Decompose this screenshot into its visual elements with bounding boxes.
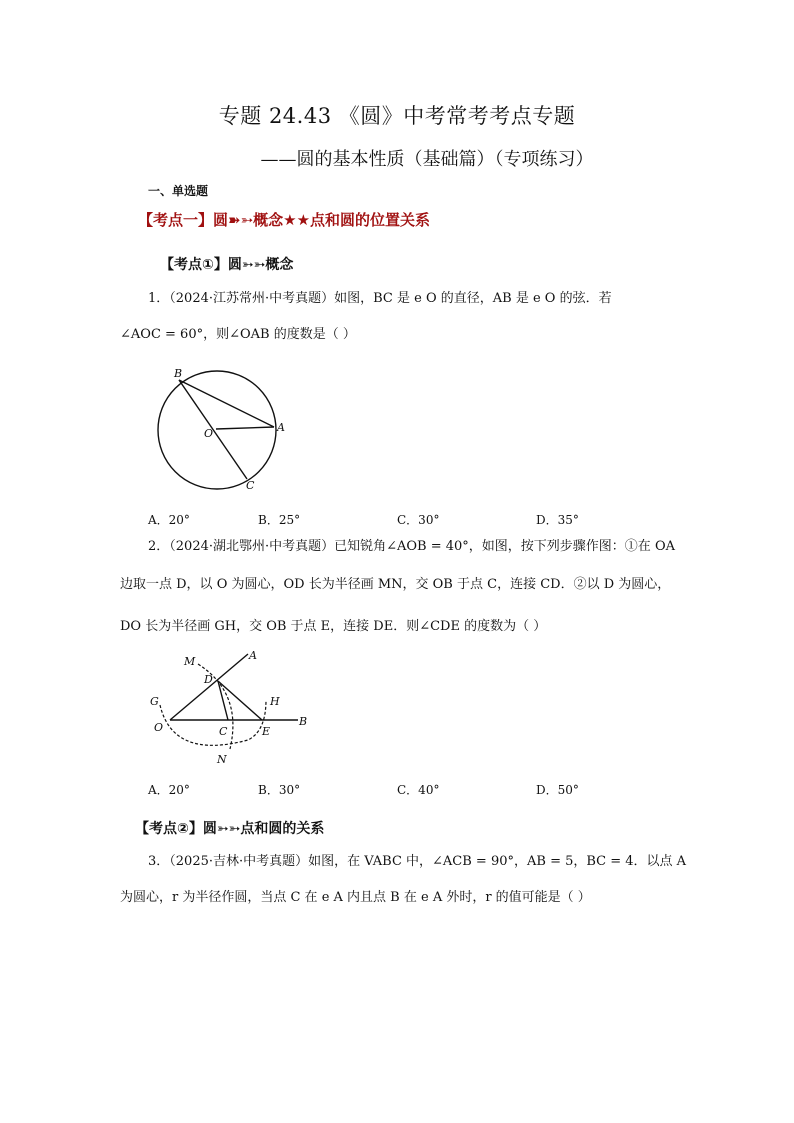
q2-label-g: G [150, 695, 159, 708]
section-heading: 一、单选题 [148, 184, 209, 198]
q2-label-b: B [299, 715, 308, 728]
q1-option-a[interactable]: A．20° [148, 513, 190, 527]
q2-label-m: M [184, 655, 196, 668]
q2-label-n: N [217, 753, 227, 766]
q1-radius-oa [216, 427, 274, 429]
q2-text-line2: 边取一点 D，以 O 为圆心，OD 长为半径画 MN，交 OB 于点 C，连接 CD．②以 D 为圆心， [120, 577, 671, 592]
q1-option-c[interactable]: C．30° [397, 513, 440, 527]
q1-circle [158, 371, 276, 489]
q2-label-d: D [204, 673, 213, 686]
q2-text-line3: DO 长为半径画 GH，交 OB 于点 E，连接 DE．则∠CDE 的度数为（ ） [120, 619, 547, 634]
q1-chord-ab [179, 380, 274, 427]
q3-text-line1: 3．（2025·吉林·中考真题）如图，在 VABC 中，∠ACB = 90°，AB = 5，BC = 4．以点 A [148, 854, 687, 869]
q1-label-c: C [246, 479, 255, 492]
q2-label-c: C [219, 725, 228, 738]
q1-label-o: O [204, 427, 214, 440]
q3-text-line2: 为圆心，r 为半径作圆，当点 C 在 e A 内且点 B 在 e A 外时，r 的值可能是（ ） [120, 890, 591, 905]
q2-segment-de [218, 681, 262, 720]
q2-text-line1: 2．（2024·湖北鄂州·中考真题）已知锐角∠AOB = 40°，如图，按下列步骤作图：①在 OA [148, 539, 675, 554]
q2-ray-oa [170, 654, 248, 720]
keypoint-main-heading: 【考点一】圆➽➳概念★★点和圆的位置关系 [138, 211, 431, 229]
page-subtitle: ——圆的基本性质（基础篇）（专项练习） [260, 149, 594, 170]
q2-label-h: H [270, 695, 280, 708]
q1-label-b: B [174, 367, 183, 380]
q2-figure [148, 645, 328, 770]
q1-text-line1: 1．（2024·江苏常州·中考真题）如图，BC 是 e O 的直径，AB 是 e O 的弦．若 [148, 291, 612, 306]
q2-arc-gh [160, 700, 266, 745]
q1-option-d[interactable]: D．35° [536, 513, 579, 527]
q2-option-b[interactable]: B．30° [258, 783, 301, 797]
q2-label-e: E [262, 725, 271, 738]
q1-text-line2: ∠AOC = 60°，则∠OAB 的度数是（ ） [120, 327, 356, 342]
q1-option-b[interactable]: B．25° [258, 513, 301, 527]
q1-figure [150, 365, 295, 495]
keypoint-1-heading: 【考点①】圆➳➳概念 [160, 257, 294, 273]
q2-segment-dc [218, 681, 228, 720]
q2-option-a[interactable]: A．20° [148, 783, 190, 797]
q2-option-c[interactable]: C．40° [397, 783, 440, 797]
keypoint-2-heading: 【考点②】圆➳➳点和圆的关系 [135, 821, 325, 837]
q2-option-d[interactable]: D．50° [536, 783, 579, 797]
q2-label-a: A [249, 649, 257, 662]
q1-label-a: A [277, 421, 285, 434]
q2-label-o: O [154, 721, 164, 734]
page-title: 专题 24.43 《圆》中考常考考点专题 [218, 104, 576, 128]
